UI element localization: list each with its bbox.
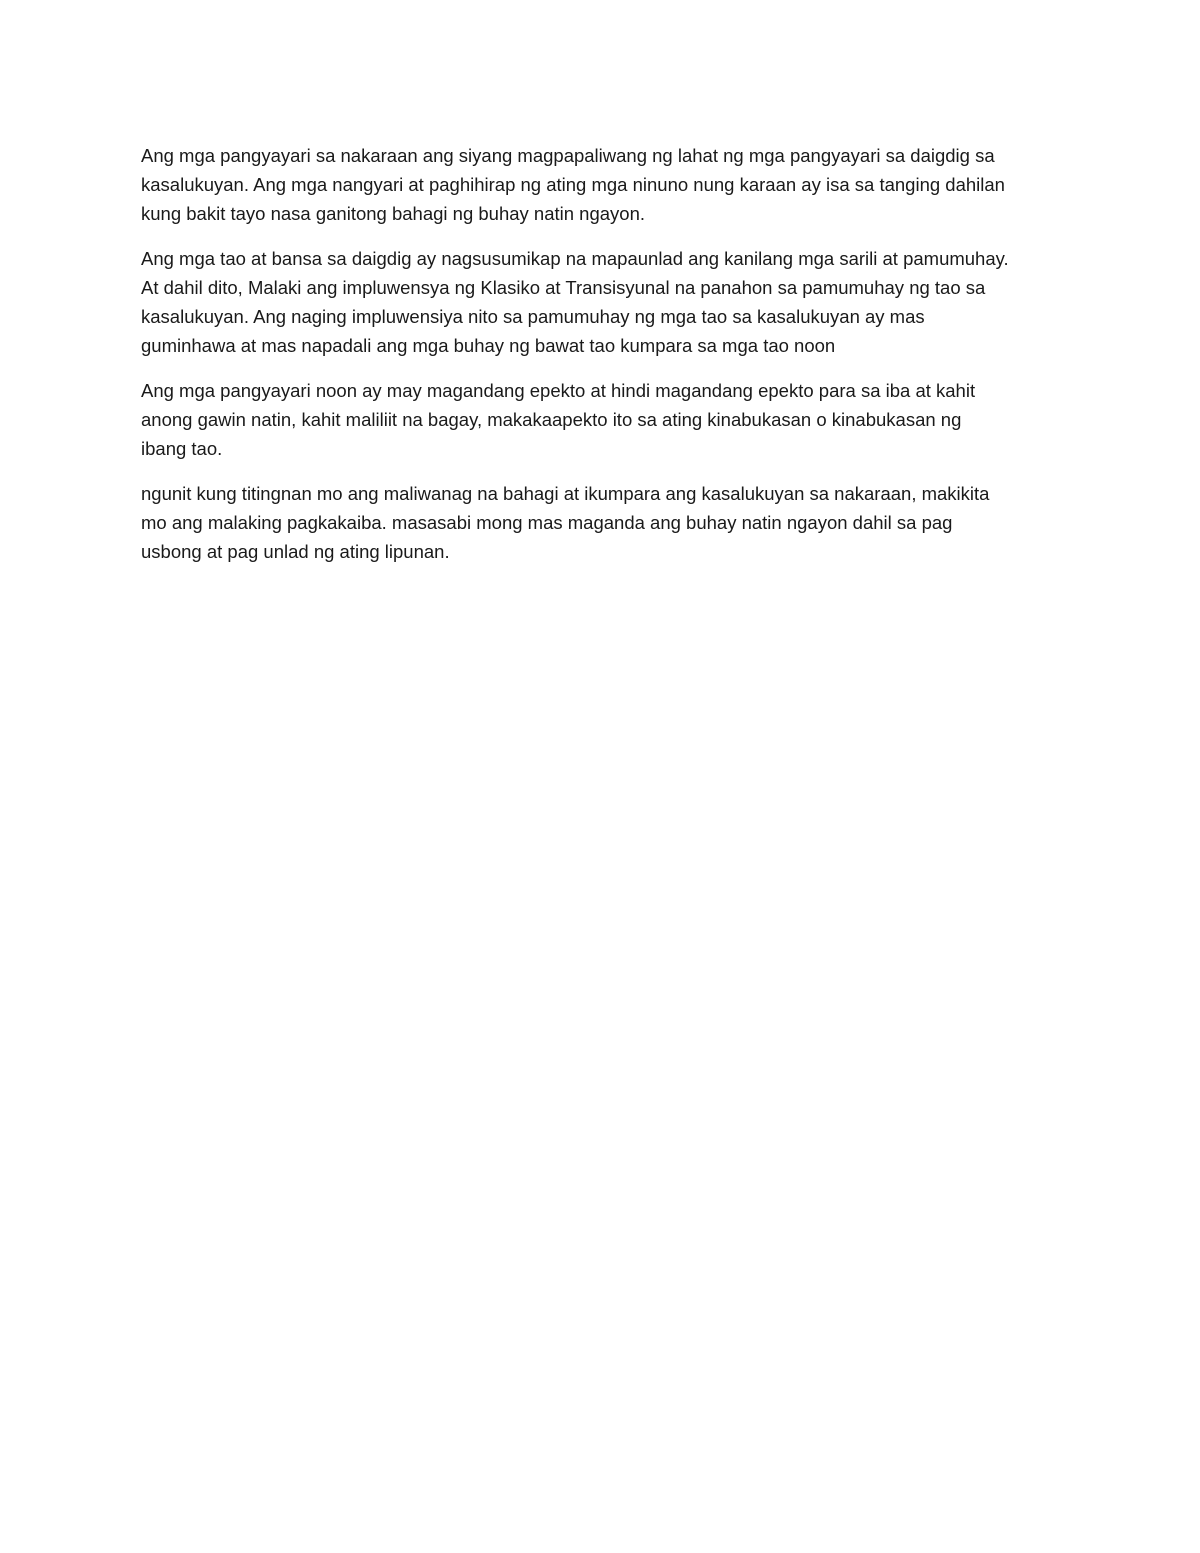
document-body: [141, 141, 1061, 582]
paragraph-line: usbong at pag unlad ng ating lipunan.: [141, 541, 450, 562]
paragraph-line: Ang mga pangyayari sa nakaraan ang siyang magpapaliwang ng lahat ng mga pangyayari sa daigdig sa: [141, 145, 995, 166]
paragraph-line: Ang mga pangyayari noon ay may magandang epekto at hindi magandang epekto para sa iba at kahit: [141, 380, 976, 401]
paragraph-line: At dahil dito, Malaki ang impluwensya ng Klasiko at Transisyunal na panahon sa pamumuhay ng tao sa: [141, 277, 986, 298]
paragraph-3: [141, 376, 1061, 463]
paragraph-4: [141, 479, 1061, 566]
paragraph-line: mo ang malaking pagkakaiba. masasabi mong mas maganda ang buhay natin ngayon dahil sa pag: [141, 512, 953, 533]
paragraph-line: Ang mga tao at bansa sa daigdig ay nagsusumikap na mapaunlad ang kanilang mga sarili at pamumuhay.: [141, 248, 1009, 269]
paragraph-line: anong gawin natin, kahit maliliit na bagay, makakaapekto ito sa ating kinabukasan o kinabukasan ng: [141, 409, 962, 430]
paragraph-line: kasalukuyan. Ang naging impluwensiya nito sa pamumuhay ng mga tao sa kasalukuyan ay mas: [141, 306, 925, 327]
paragraph-line: kasalukuyan. Ang mga nangyari at paghihirap ng ating mga ninuno nung karaan ay isa sa tanging dahilan: [141, 174, 1005, 195]
paragraph-line: ngunit kung titingnan mo ang maliwanag na bahagi at ikumpara ang kasalukuyan sa nakaraan, makikita: [141, 483, 990, 504]
paragraph-1: [141, 141, 1061, 228]
paragraph-line: guminhawa at mas napadali ang mga buhay ng bawat tao kumpara sa mga tao noon: [141, 335, 836, 356]
paragraph-line: kung bakit tayo nasa ganitong bahagi ng buhay natin ngayon.: [141, 203, 646, 224]
paragraph-2: [141, 244, 1061, 360]
paragraph-line: ibang tao.: [141, 438, 223, 459]
